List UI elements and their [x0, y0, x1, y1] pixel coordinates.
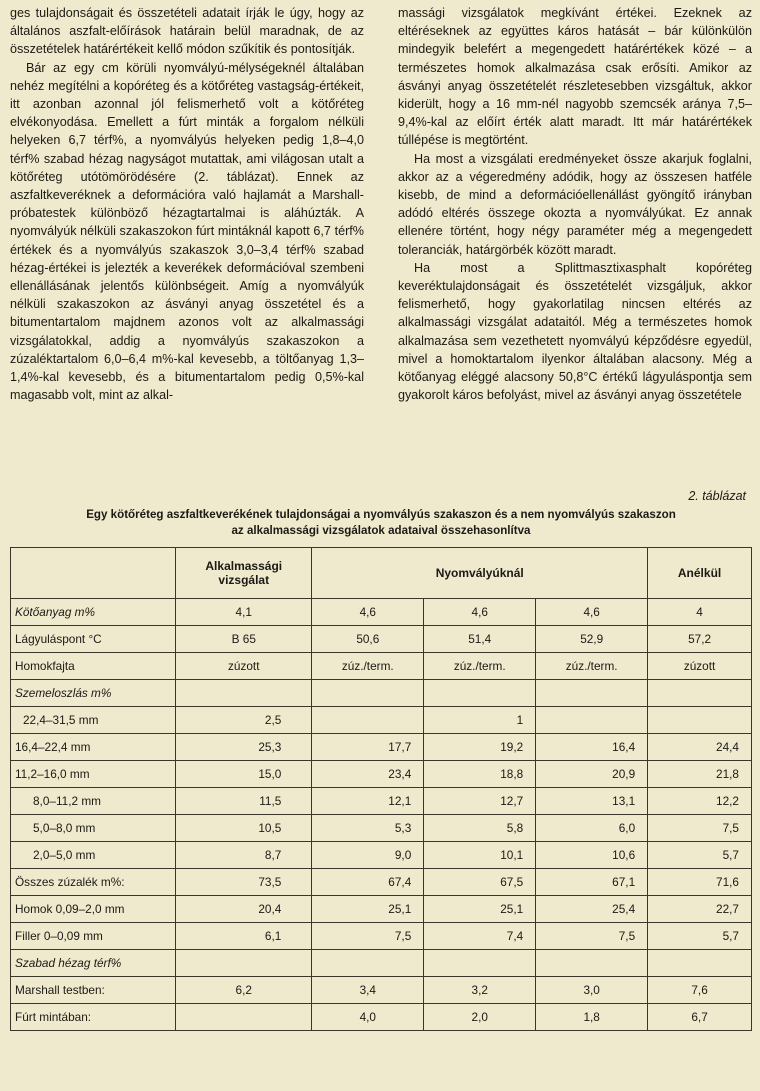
table-row	[11, 761, 752, 788]
comparison-table	[10, 547, 752, 1031]
table-cell: 3,4	[312, 977, 424, 1004]
table-cell: 15,0	[176, 761, 312, 788]
table-cell: 4,6	[536, 599, 648, 626]
table-cell: 6,7	[648, 1004, 752, 1031]
row-label: Fúrt mintában:	[11, 1004, 176, 1031]
table-cell	[176, 1004, 312, 1031]
table-header-row	[11, 548, 752, 599]
table-body	[11, 599, 752, 1031]
table-cell	[312, 950, 424, 977]
table-cell: 12,7	[424, 788, 536, 815]
table-cell: 8,7	[176, 842, 312, 869]
table-cell: 23,4	[312, 761, 424, 788]
table-row	[11, 1004, 752, 1031]
table-cell: 20,4	[176, 896, 312, 923]
table-cell: 24,4	[648, 734, 752, 761]
table-row	[11, 977, 752, 1004]
row-label: Szabad hézag térf%	[11, 950, 176, 977]
row-label: Homokfajta	[11, 653, 176, 680]
table-title-line: az alkalmassági vizsgálatok adataival összehasonlítva	[231, 524, 531, 537]
table-cell: 67,5	[424, 869, 536, 896]
table-cell: 5,8	[424, 815, 536, 842]
table-cell	[536, 680, 648, 707]
table-row	[11, 680, 752, 707]
table-cell	[648, 680, 752, 707]
table-cell: 4,6	[312, 599, 424, 626]
table-cell	[424, 950, 536, 977]
table-row	[11, 707, 752, 734]
table-cell: zúzott	[648, 653, 752, 680]
table-cell: 67,1	[536, 869, 648, 896]
header-anelkul: Anélkül	[648, 548, 752, 599]
table-cell: 20,9	[536, 761, 648, 788]
row-label: Filler 0–0,09 mm	[11, 923, 176, 950]
table-cell	[536, 707, 648, 734]
table-cell: 1	[424, 707, 536, 734]
row-label: Marshall testben:	[11, 977, 176, 1004]
table-cell: 4	[648, 599, 752, 626]
table-cell: 22,7	[648, 896, 752, 923]
table-cell: 25,1	[424, 896, 536, 923]
table-cell: 13,1	[536, 788, 648, 815]
table-cell: 57,2	[648, 626, 752, 653]
table-cell	[648, 950, 752, 977]
paragraph: Ha most a vizsgálati eredményeket össze akarjuk foglalni, akkor az a végeredmény adódik, hogy az összesen hatféle kisebb, de mind a deformációellenállást gyöngítő irányban adódó eltérés összege okozta a nyomvályúkat. Ez annak ellenére történt, hogy négy paraméter még a megengedett toleranciák, határgörbék között maradt.	[398, 151, 752, 257]
table-cell: 7,5	[648, 815, 752, 842]
table-cell: 10,5	[176, 815, 312, 842]
table-cell: 6,2	[176, 977, 312, 1004]
table-cell: 10,1	[424, 842, 536, 869]
table-cell: 10,6	[536, 842, 648, 869]
table-cell: 50,6	[312, 626, 424, 653]
table-row	[11, 950, 752, 977]
table-cell: 21,8	[648, 761, 752, 788]
row-label: 8,0–11,2 mm	[11, 788, 176, 815]
table-row	[11, 788, 752, 815]
table-cell: 2,0	[424, 1004, 536, 1031]
table-cell: zúz./term.	[312, 653, 424, 680]
table-cell: 73,5	[176, 869, 312, 896]
table-cell: zúz./term.	[424, 653, 536, 680]
right-column	[398, 4, 752, 404]
paragraph: massági vizsgálatok megkívánt értékei. Ezeknek az eltéréseknek az együttes káros hatását – bár különkülön mindegyik belefért a megengedett határértékek közé – a természetes homok alkalmazása csak erősíti. Amikor az ásványi anyag összetételét részletesebben vizsgáltuk, akkor kiderült, hogy a 16 mm-nél nagyobb szemcsék aránya 7,5–9,4%-kal az előírt érték alatt maradt. Itt már határértékek túllépése is megtörtént.	[398, 6, 752, 148]
header-alkalmassagi: Alkalmassági vizsgálat	[176, 548, 312, 599]
row-label: Összes zúzalék m%:	[11, 869, 176, 896]
table-cell: 12,1	[312, 788, 424, 815]
paragraph: Ha most a Splittmasztixasphalt kopóréteg keveréktulajdonságait és összetételét vizsgáljuk, akkor felismerhető, hogy gyakorlatilag nincsen eltérés az alkalmassági vizsgálat adataitól. Még a természetes homok alkalmazása sem vezethetett nyomvályú képződésre egyedül, mivel a homoktartalom ilyenkor általában alacsony. Még a kötőanyag eléggé alacsony 50,8°C értékű lágyuláspontja sem gyakorolt káros befolyást, mivel az ásványi anyag összetétele	[398, 260, 752, 403]
table-row	[11, 626, 752, 653]
row-label: Homok 0,09–2,0 mm	[11, 896, 176, 923]
table-row	[11, 653, 752, 680]
table-cell: 18,8	[424, 761, 536, 788]
table-cell: 4,0	[312, 1004, 424, 1031]
table-cell: 2,5	[176, 707, 312, 734]
table-cell: 12,2	[648, 788, 752, 815]
table-cell: 3,2	[424, 977, 536, 1004]
table-cell: 52,9	[536, 626, 648, 653]
article-columns	[10, 4, 752, 404]
table-cell: 9,0	[312, 842, 424, 869]
paragraph: Bár az egy cm körüli nyomvályú-mélységeknél általában nehéz megítélni a kopóréteg és a kötőréteg vastagság-értékeit, itt azonban azonnal jól felismerhető volt a kötőréteg elvékonyodása. Emellett a fúrt minták a forgalom nélküli helyeken 6,7 térf%, a nyomvályús helyeken pedig 1,8–4,0 térf% szabad hézag nagyságot mutattak, ami világosan utalt a kötőréteg utótömörödésére (2. táblázat). Ennek az aszfaltkeveréknek a deformációra való hajlamát a Marshall-próbatestek különböző hézagtartalmai is aláhúzták. A nyomvályúk nélküli szakaszokon fúrt mintáknál kapott 6,7 térf% értékek és a nyomvályús szakaszok 3,0–3,4 térf% szabad hézag-értékei is jelezték a keverékek deformációval szembeni ellenállásának jelentős különbségeit. Amíg a nyomvályúk nélküli szakaszokon az ásványi anyag összetétel és a bitumentartalom majdnem azonos volt az alkalmassági vizsgálatokkal, addig a nyomvályús szakaszokon a zúzaléktartalom 6,0–6,4 m%-kal kevesebb, a töltőanyag 1,3–1,4%-kal kevesebb, és a bitumentartalom pedig 0,5%-kal magasabb volt, mint az alkal-	[10, 60, 364, 403]
table-cell: zúzott	[176, 653, 312, 680]
table-cell: 25,3	[176, 734, 312, 761]
table-cell: 7,6	[648, 977, 752, 1004]
table-row	[11, 869, 752, 896]
table-row	[11, 923, 752, 950]
table-cell: 3,0	[536, 977, 648, 1004]
table-cell: 71,6	[648, 869, 752, 896]
table-cell: 5,7	[648, 923, 752, 950]
table-cell: 11,5	[176, 788, 312, 815]
row-label: 5,0–8,0 mm	[11, 815, 176, 842]
table-cell: 7,5	[536, 923, 648, 950]
table-row	[11, 842, 752, 869]
table-cell: B 65	[176, 626, 312, 653]
header-empty	[11, 548, 176, 599]
table-cell: 16,4	[536, 734, 648, 761]
table-cell: 51,4	[424, 626, 536, 653]
row-label: 16,4–22,4 mm	[11, 734, 176, 761]
table-cell	[176, 950, 312, 977]
row-label: 11,2–16,0 mm	[11, 761, 176, 788]
row-label: 2,0–5,0 mm	[11, 842, 176, 869]
table-cell	[424, 680, 536, 707]
header-nyomvalyuknal: Nyomvályúknál	[312, 548, 648, 599]
table-cell	[312, 707, 424, 734]
left-column	[10, 4, 364, 404]
table-title-line: Egy kötőréteg aszfaltkeverékének tulajdonságai a nyomvályús szakaszon és a nem nyomvályús szakaszon	[86, 508, 676, 521]
table-cell: 67,4	[312, 869, 424, 896]
table-cell: 4,6	[424, 599, 536, 626]
table-cell: 6,1	[176, 923, 312, 950]
table-cell: 25,1	[312, 896, 424, 923]
table-cell: 7,5	[312, 923, 424, 950]
table-cell	[648, 707, 752, 734]
table-row	[11, 815, 752, 842]
table-cell: zúz./term.	[536, 653, 648, 680]
table-cell: 7,4	[424, 923, 536, 950]
row-label: 22,4–31,5 mm	[11, 707, 176, 734]
table-cell	[312, 680, 424, 707]
table-number: 2. táblázat	[688, 489, 746, 503]
table-cell: 4,1	[176, 599, 312, 626]
table-cell: 19,2	[424, 734, 536, 761]
table-cell: 17,7	[312, 734, 424, 761]
table-cell: 5,7	[648, 842, 752, 869]
table-row	[11, 599, 752, 626]
table-row	[11, 734, 752, 761]
row-label: Kötőanyag m%	[11, 599, 176, 626]
paragraph: ges tulajdonságait és összetételi adatait írják le úgy, hogy az általános aszfalt-előírások határain belül maradnak, de az összetételek határértékeit kellő módon szűkítik és pontosítják.	[10, 6, 364, 57]
table-cell	[536, 950, 648, 977]
table-row	[11, 896, 752, 923]
table-cell: 1,8	[536, 1004, 648, 1031]
table-cell	[176, 680, 312, 707]
table-cell: 6,0	[536, 815, 648, 842]
table-cell: 25,4	[536, 896, 648, 923]
row-label: Szemeloszlás m%	[11, 680, 176, 707]
row-label: Lágyuláspont °C	[11, 626, 176, 653]
table-title	[10, 507, 752, 539]
table-cell: 5,3	[312, 815, 424, 842]
